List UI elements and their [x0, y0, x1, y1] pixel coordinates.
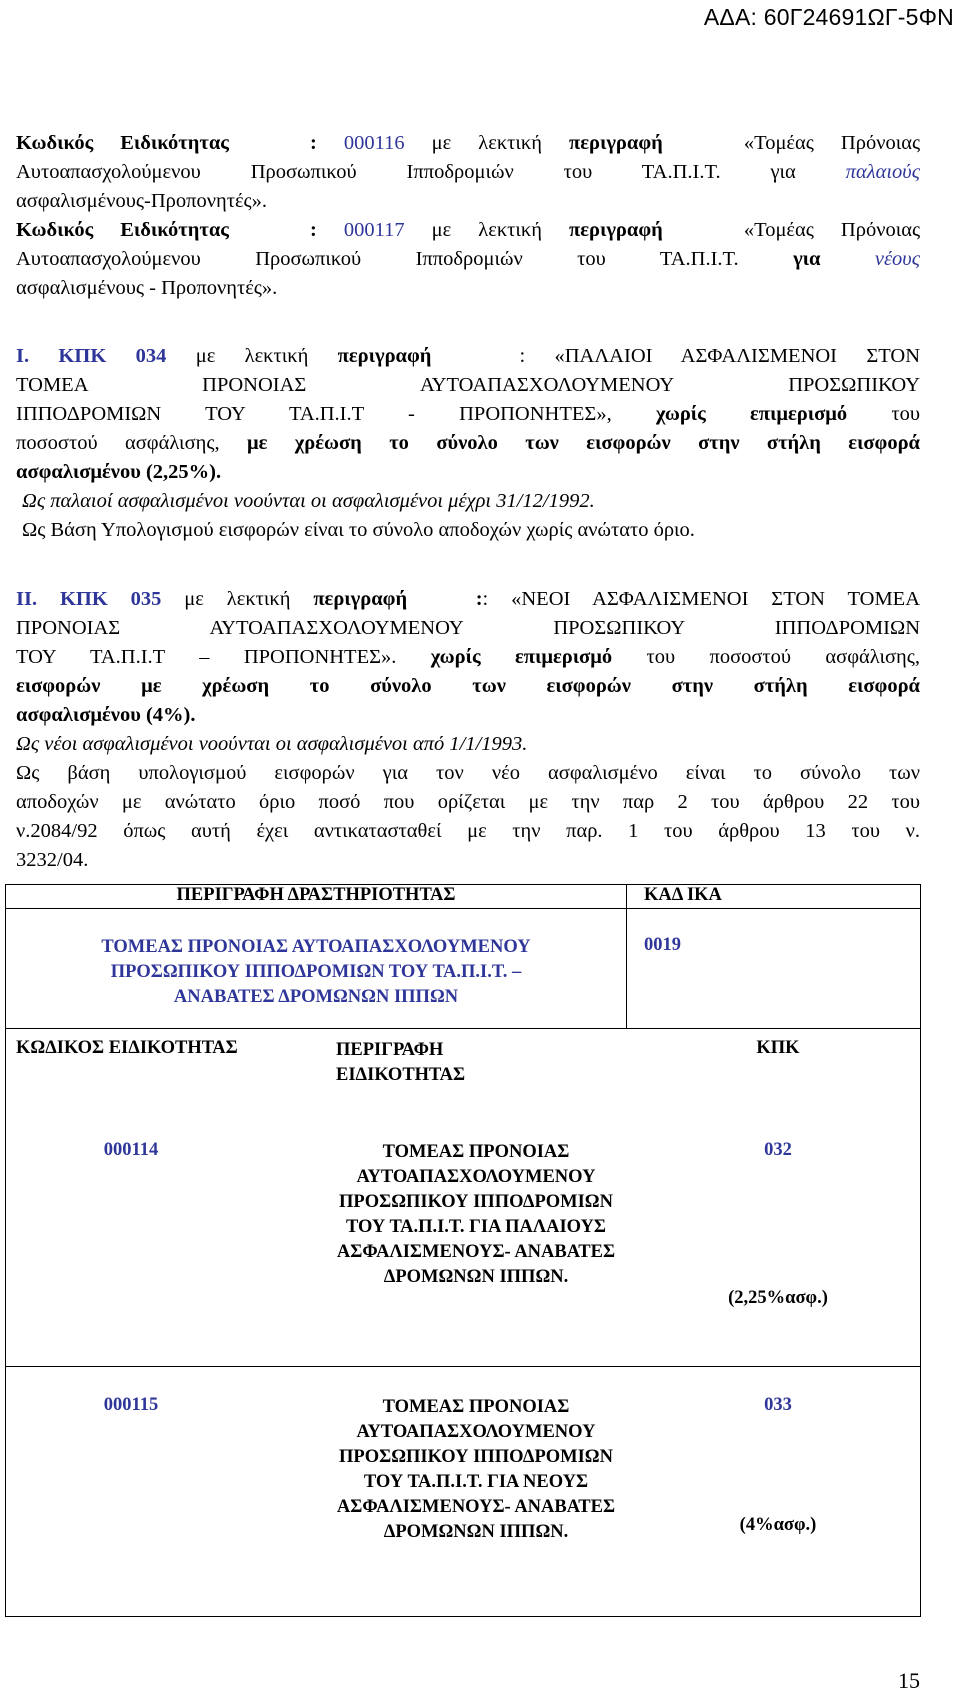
bold-text: χωρίς επιμερισμό	[655, 403, 848, 425]
paragraph-line	[16, 643, 920, 672]
specialty-paragraph-000117	[16, 216, 920, 303]
label: Κωδικός Ειδικότητας	[16, 132, 229, 154]
row-rate: (2,25%ασφ.)	[728, 1288, 828, 1308]
paragraph-line	[16, 216, 920, 245]
row-desc-cell	[316, 1366, 636, 1616]
paragraph-line	[16, 342, 920, 371]
text: Αυτοαπασχολούμενου Προσωπικού Ιπποδρομιών του ΤΑ.Π.Ι.Τ. για	[16, 161, 796, 183]
paragraph-line: αποδοχών με ανώτατο όριο ποσό που ορίζεται με την παρ 2 του άρθρου 22 του	[16, 791, 920, 813]
text: ασφαλισμένους-Προπονητές».	[16, 190, 268, 212]
activity-line: ΠΡΟΣΩΠΙΚΟΥ ΙΠΠΟΔΡΟΜΙΩΝ ΤΟΥ ΤΑ.Π.Ι.Τ. –	[110, 962, 522, 982]
specialty-code: 000117	[343, 219, 405, 241]
paragraph-line: Ως Βάση Υπολογισμού εισφορών είναι το σύνολο αποδοχών χωρίς ανώτατο όριο.	[22, 519, 695, 541]
row-desc: ΤΟΜΕΑΣ ΠΡΟΝΟΙΑΣ ΑΥΤΟΑΠΑΣΧΟΛΟΥΜΕΝΟΥ ΠΡΟΣΩΠΙΚΟΥ ΙΠΠΟΔΡΟΜΙΩΝ ΤΟΥ ΤΑ.Π.Ι.Τ. ΓΙΑ ΝΕΟΥΣ ΑΣΦΑΛΙΣΜΕΝΟΥΣ- ΑΝΑΒΑΤΕΣ ΔΡΟΜΩΝΩΝ ΙΠΠΩΝ.	[336, 1396, 616, 1542]
paragraph-line	[16, 371, 920, 400]
paragraph-line	[16, 585, 920, 614]
activity-table	[5, 884, 921, 1029]
header-code-text: ΚΩΔΙΚΟΣ ΕΙΔΙΚΟΤΗΤΑΣ	[16, 1038, 238, 1058]
bold-text: χωρίς επιμερισμό	[430, 646, 613, 668]
header-activity	[6, 885, 627, 909]
label: Κωδικός Ειδικότητας	[16, 219, 229, 241]
desc-word: περιγραφή	[569, 132, 663, 154]
text: ΤΟΥ ΤΑ.Π.Ι.Τ – ΠΡΟΠΟΝΗΤΕΣ».	[16, 646, 397, 668]
paragraph-line: Ως βάση υπολογισμού εισφορών για τον νέο ασφαλισμένο είναι το σύνολο των	[16, 762, 920, 784]
paragraph-line: ασφαλισμένου (4%).	[16, 704, 196, 726]
header-activity-text: ΠΕΡΙΓΡΑΦΗ ΔΡΑΣΤΗΡΙΟΤΗΤΑΣ	[176, 885, 456, 905]
section-number: Ι. ΚΠΚ 034	[16, 345, 167, 367]
section-kpk-035	[16, 585, 920, 875]
text: ΤΟΜΕΑ ΠΡΟΝΟΙΑΣ ΑΥΤΟΑΠΑΣΧΟΛΟΥΜΕΝΟΥ ΠΡΟΣΩΠΙΚΟΥ	[16, 374, 920, 396]
header-kad	[627, 885, 921, 909]
separator: :	[310, 132, 317, 154]
row-kpk-cell	[636, 1366, 921, 1616]
row-kpk: 033	[764, 1394, 792, 1415]
italic-word: παλαιούς	[845, 161, 921, 183]
header-kpk-text: ΚΠΚ	[756, 1038, 800, 1058]
bold-text: με χρέωση το σύνολο των εισφορών στην στήλη εισφορά	[247, 432, 921, 454]
specialty-code: 000116	[343, 132, 405, 154]
header-desc	[316, 1028, 636, 1140]
text: με λεκτική	[431, 219, 542, 241]
specialty-table	[5, 1028, 921, 1617]
row-desc-cell	[316, 1140, 636, 1366]
paragraph-line	[16, 274, 920, 303]
text: του	[891, 403, 921, 425]
separator: :	[475, 588, 483, 610]
header-code	[6, 1028, 317, 1140]
italic-word: νέους	[874, 248, 921, 270]
section-number: ΙΙ. ΚΠΚ 035	[16, 588, 162, 610]
text: ασφαλισμένους - Προπονητές».	[16, 277, 278, 299]
header-kad-text: ΚΑΔ ΙΚΑ	[644, 885, 722, 905]
page-number: 15	[898, 1668, 920, 1693]
kad-value: 0019	[644, 935, 681, 955]
paragraph-line	[16, 429, 920, 458]
paragraph-line: Ως παλαιοί ασφαλισμένοι νοούνται οι ασφαλισμένοι μέχρι 31/12/1992.	[22, 490, 595, 512]
header-desc-text: ΠΕΡΙΓΡΑΦΗ ΕΙΔΙΚΟΤΗΤΑΣ	[336, 1040, 466, 1085]
kad-cell	[627, 909, 921, 1029]
specialty-paragraph-000116	[16, 129, 920, 216]
text: με λεκτική	[195, 345, 309, 367]
text: με λεκτική	[184, 588, 291, 610]
paragraph-line	[16, 245, 920, 274]
activity-cell	[6, 909, 627, 1029]
header-kpk	[636, 1028, 921, 1140]
paragraph-line: ασφαλισμένου (2,25%).	[16, 461, 222, 483]
text: του ποσοστού ασφάλισης,	[646, 646, 921, 668]
row-code: 000115	[103, 1394, 159, 1415]
paragraph-line	[16, 129, 920, 158]
section-kpk-034	[16, 342, 920, 545]
row-desc: ΤΟΜΕΑΣ ΠΡΟΝΟΙΑΣ ΑΥΤΟΑΠΑΣΧΟΛΟΥΜΕΝΟΥ ΠΡΟΣΩΠΙΚΟΥ ΙΠΠΟΔΡΟΜΙΩΝ ΤΟΥ ΤΑ.Π.Ι.Τ. ΓΙΑ ΠΑΛΑΙΟΥΣ ΑΣΦΑΛΙΣΜΕΝΟΥΣ- ΑΝΑΒΑΤΕΣ ΔΡΟΜΩΝΩΝ ΙΠΠΩΝ.	[336, 1142, 616, 1287]
row-code: 000114	[103, 1140, 159, 1160]
text: «Τομέας Πρόνοιας	[743, 132, 921, 154]
separator: :	[310, 219, 317, 241]
paragraph-line	[16, 614, 920, 643]
text: ΠΡΟΝΟΙΑΣ ΑΥΤΟΑΠΑΣΧΟΛΟΥΜΕΝΟΥ ΠΡΟΣΩΠΙΚΟΥ ΙΠΠΟΔΡΟΜΙΩΝ	[16, 617, 920, 639]
activity-line: ΤΟΜΕΑΣ ΠΡΟΝΟΙΑΣ ΑΥΤΟΑΠΑΣΧΟΛΟΥΜΕΝΟΥ	[101, 937, 531, 957]
text: ΙΠΠΟΔΡΟΜΙΩΝ ΤΟΥ ΤΑ.Π.Ι.Τ - ΠΡΟΠΟΝΗΤΕΣ»,	[16, 403, 612, 425]
row-kpk: 032	[764, 1140, 792, 1160]
activity-line: ΑΝΑΒΑΤΕΣ ΔΡΟΜΩΝΩΝ ΙΠΠΩΝ	[173, 987, 459, 1007]
desc-word: περιγραφή	[313, 588, 408, 610]
paragraph-line	[16, 158, 920, 187]
paragraph-line	[16, 400, 920, 429]
desc-word: περιγραφή	[337, 345, 432, 367]
paragraph-line	[16, 187, 920, 216]
row-code-cell	[6, 1140, 317, 1366]
desc-word: περιγραφή	[569, 219, 663, 241]
paragraph-line: εισφορών με χρέωση το σύνολο των εισφορών στην στήλη εισφορά	[16, 675, 920, 697]
text: με λεκτική	[431, 132, 542, 154]
bold-word: για	[793, 248, 821, 270]
text: : «ΠΑΛΑΙΟΙ ΑΣΦΑΛΙΣΜΕΝΟΙ ΣΤΟΝ	[519, 345, 921, 367]
row-rate: (4%ασφ.)	[739, 1514, 817, 1535]
paragraph-line: Ως νέοι ασφαλισμένοι νοούνται οι ασφαλισμένοι από 1/1/1993.	[16, 733, 528, 755]
row-code-cell	[6, 1366, 317, 1616]
text: Αυτοαπασχολούμενου Προσωπικού Ιπποδρομιών του ΤΑ.Π.Ι.Τ.	[16, 248, 739, 270]
ada-identifier: ΑΔΑ: 60Γ24691ΩΓ-5ΦΝ	[703, 4, 954, 30]
text: ποσοστού ασφάλισης,	[16, 432, 220, 454]
row-kpk-cell	[636, 1140, 921, 1366]
paragraph-line: ν.2084/92 όπως αυτή έχει αντικατασταθεί με την παρ. 1 του άρθρου 13 του ν.	[16, 820, 920, 842]
text: : «ΝΕΟΙ ΑΣΦΑΛΙΣΜΕΝΟΙ ΣΤΟΝ ΤΟΜΕΑ	[482, 588, 920, 610]
paragraph-line: 3232/04.	[16, 849, 89, 871]
text: «Τομέας Πρόνοιας	[743, 219, 921, 241]
